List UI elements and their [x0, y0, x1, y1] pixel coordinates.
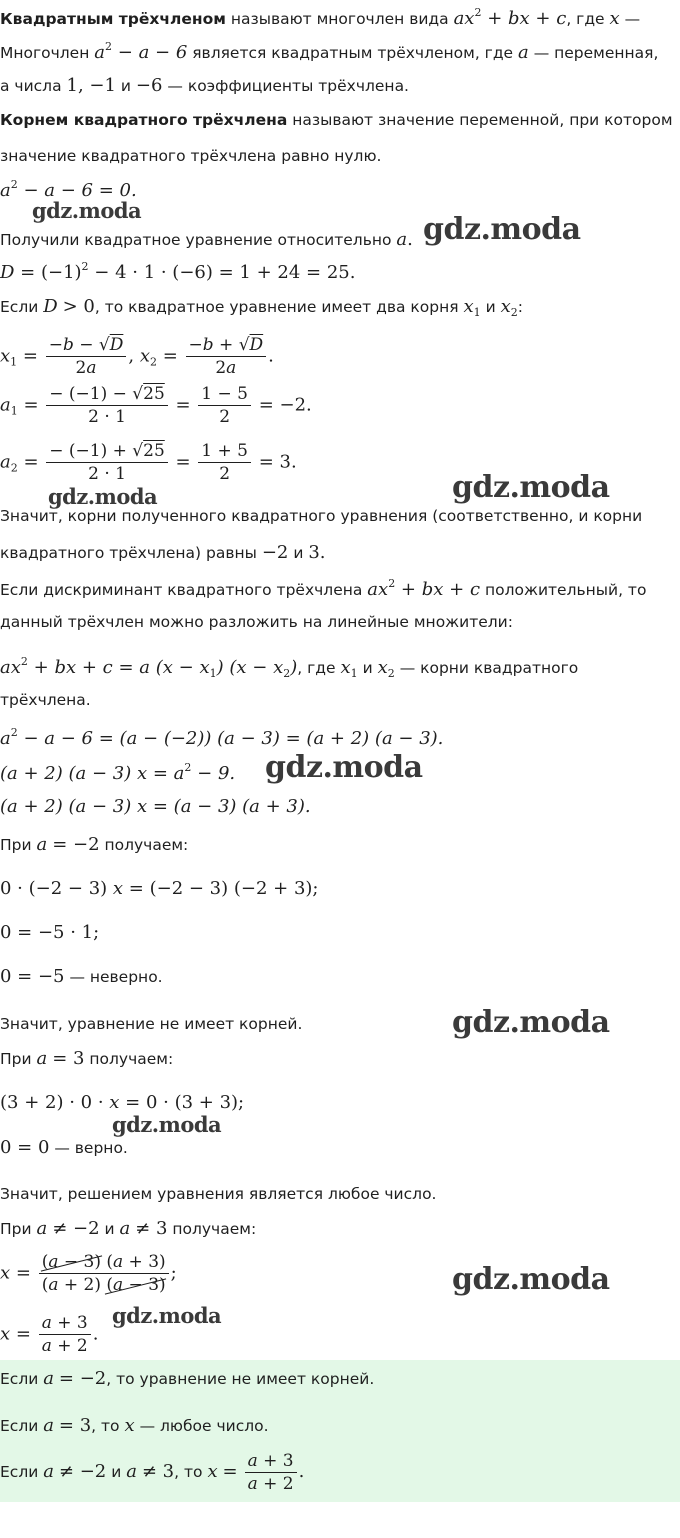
watermark: gdz.moda	[112, 1112, 222, 1137]
definition-trinomial: Квадратным трёхчленом называют многочлен вида $ax^2$ + bx + c, где x —	[0, 6, 641, 29]
roots-conclusion: Значит, корни полученного квадратного уравнения (соответственно, и корни	[0, 507, 643, 525]
case-a-minus2-eq3: 0 = −5 — неверно.	[0, 966, 163, 987]
definition-root: Корнем квадратного трёхчлена называют значение переменной, при котором	[0, 111, 673, 129]
case-a-minus2-result: Значит, уравнение не имеет корней.	[0, 1015, 303, 1033]
equation-a: $a^2 - a - 6 = 0$.	[0, 178, 137, 201]
factoring-rule: Если дискриминант квадратного трёхчлена $ax^2$ + bx + c положительный, то	[0, 577, 647, 600]
case-a-minus2-eq2: 0 = −5 · 1;	[0, 922, 100, 943]
watermark: gdz.moda	[423, 212, 581, 247]
case-general-eq2: x = $\frac{a + 3}{a + 2}$ .	[0, 1313, 99, 1357]
case-a-3-result: Значит, решением уравнения является любое число.	[0, 1185, 437, 1203]
case-a-3-eq2: 0 = 0 — верно.	[0, 1137, 128, 1158]
watermark: gdz.moda	[32, 198, 142, 223]
answer-line-1: Если a = −2, то уравнение не имеет корней.	[0, 1368, 375, 1389]
watermark: gdz.moda	[265, 750, 423, 785]
case-a-minus2: При a = −2 получаем:	[0, 834, 189, 855]
factoring-rule-cont: данный трёхчлен можно разложить на линейные множители:	[0, 613, 513, 631]
watermark: gdz.moda	[112, 1303, 222, 1328]
answer-line-3: Если a ≠ −2 и a ≠ 3, то x = $\frac{a + 3}{a + 2}$ .	[0, 1451, 305, 1495]
root-a1: $a_1$ = $\frac{- (-1) - √25}{2 \cdot 1}$ = $\frac{1 - 5}{2}$ = −2.	[0, 384, 312, 428]
roots-condition: Если D > 0, то квадратное уравнение имеет два корня $x_1$ и $x_2$:	[0, 296, 523, 319]
equation-original: (a + 2) (a − 3) $x = a^2 - 9$.	[0, 761, 236, 784]
case-general-eq1: x = $\frac{(a - 3) (a + 3)}{(a + 2) (a - 3)}$ ;	[0, 1252, 177, 1296]
watermark: gdz.moda	[48, 484, 158, 509]
factoring-formula-cont: трёхчлена.	[0, 691, 91, 709]
watermark: gdz.moda	[452, 1005, 610, 1040]
roots-formula: $x_1$ = $\frac{-b - √D}{2a}$ , $x_2$ = $\frac{-b + √D}{2a}$ .	[0, 335, 274, 379]
coefficients-line: а числа 1, −1 и −6 — коэффициенты трёхчлена.	[0, 75, 409, 96]
factoring-formula: $ax^2$ + bx + c = a $(x - x_1)$ $(x - x_2)$, где $x_1$ и $x_2$ — корни квадратного	[0, 655, 579, 680]
watermark: gdz.moda	[452, 1262, 610, 1297]
discriminant: $D = (-1)^2 - 4 \cdot 1 \cdot (-6) = 1 + 24 = 25$.	[0, 260, 356, 283]
watermark: gdz.moda	[452, 470, 610, 505]
factored-trinomial: $a^2 - a - 6 = (a - (-2)) (a - 3) = (a + 2) (a - 3)$.	[0, 726, 444, 749]
equation-factored: (a + 2) (a − 3) x = (a − 3) (a + 3).	[0, 796, 311, 817]
case-a-3-eq1: (3 + 2) · 0 · x = 0 · (3 + 3);	[0, 1092, 245, 1113]
example-polynomial: Многочлен $a^2 - a - 6$ является квадратным трёхчленом, где a — переменная,	[0, 40, 659, 63]
case-general: При a ≠ −2 и a ≠ 3 получаем:	[0, 1218, 257, 1239]
equation-note: Получили квадратное уравнение относительно a.	[0, 229, 413, 250]
root-a2: $a_2$ = $\frac{- (-1) + √25}{2 \cdot 1}$ = $\frac{1 + 5}{2}$ = 3.	[0, 441, 297, 485]
case-a-3: При a = 3 получаем:	[0, 1048, 174, 1069]
answer-line-2: Если a = 3, то x — любое число.	[0, 1415, 269, 1436]
case-a-minus2-eq1: 0 · (−2 − 3) x = (−2 − 3) (−2 + 3);	[0, 878, 319, 899]
roots-conclusion-cont: квадратного трёхчлена) равны −2 и 3.	[0, 542, 326, 563]
definition-root-cont: значение квадратного трёхчлена равно нулю.	[0, 147, 382, 165]
